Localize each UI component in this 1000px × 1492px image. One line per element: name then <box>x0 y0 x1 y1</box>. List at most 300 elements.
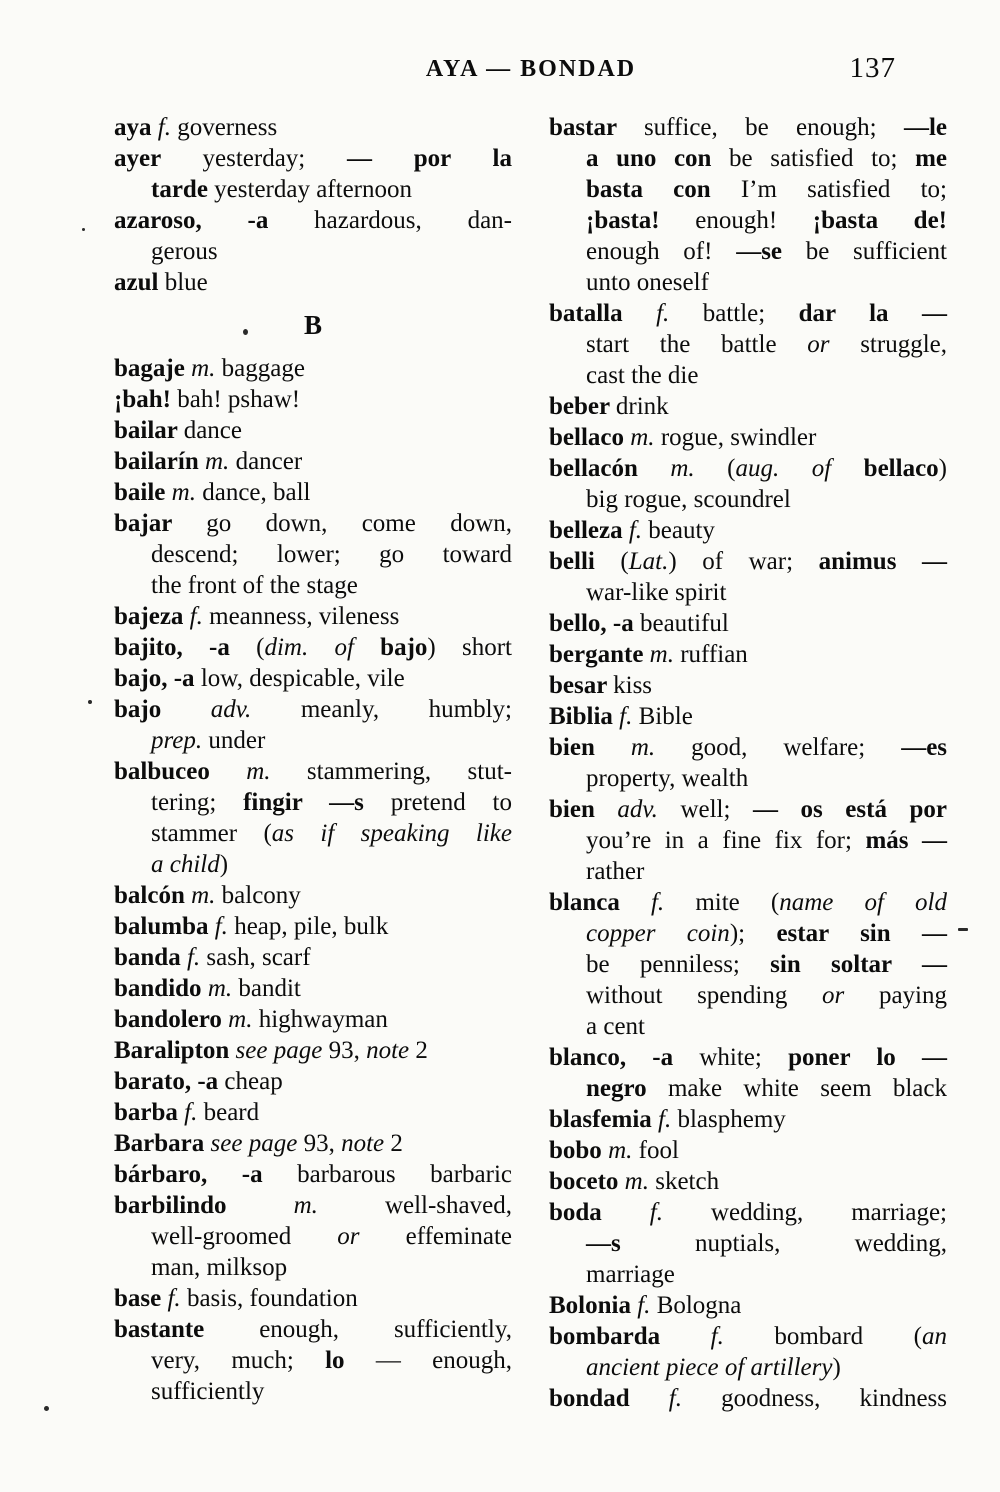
dictionary-entry <box>549 887 947 1042</box>
dictionary-entry <box>114 601 512 632</box>
text-segment: Baralipton <box>114 1037 236 1064</box>
entry-line <box>114 415 512 446</box>
text-segment: kiss <box>613 672 653 699</box>
entry-line <box>114 236 512 267</box>
entry-line <box>549 1321 947 1352</box>
text-segment: m. <box>207 975 239 1002</box>
text-segment: see page <box>235 1037 329 1064</box>
text-segment: be satisfied to; <box>729 145 916 172</box>
entry-line <box>114 1097 512 1128</box>
text-segment: ¡basta! <box>586 207 696 234</box>
text-segment: sufficiently <box>151 1378 265 1405</box>
text-segment: negro <box>586 1075 668 1102</box>
entry-line <box>549 763 947 794</box>
text-segment: be penniless; <box>586 951 771 978</box>
dictionary-entry <box>114 694 512 756</box>
entry-line <box>114 353 512 384</box>
dictionary-entry <box>549 1166 947 1197</box>
entry-line <box>549 949 947 980</box>
dictionary-entry <box>114 911 512 942</box>
text-segment: m. <box>608 1137 639 1164</box>
entry-line <box>114 446 512 477</box>
dictionary-entry <box>114 205 512 267</box>
text-segment: ) <box>832 1354 841 1381</box>
text-segment: beautiful <box>639 610 729 637</box>
entry-line <box>549 1259 947 1290</box>
entry-line <box>114 1283 512 1314</box>
entry-line <box>114 694 512 725</box>
text-segment: —es <box>901 734 948 761</box>
text-segment: boceto <box>549 1168 625 1195</box>
right-column <box>549 112 947 1414</box>
entry-line <box>114 267 512 298</box>
text-segment: note <box>341 1130 391 1157</box>
text-segment: stammering, stut- <box>306 758 512 785</box>
text-segment: f. <box>214 913 235 940</box>
dictionary-entry <box>114 477 512 508</box>
entry-line <box>114 632 512 663</box>
text-segment: animus — <box>818 548 947 575</box>
text-segment: nuptials, wedding, <box>694 1230 947 1257</box>
dictionary-entry <box>114 880 512 911</box>
text-segment: cheap <box>224 1068 283 1095</box>
text-segment: meanness, vileness <box>209 603 400 630</box>
entry-line <box>549 484 947 515</box>
text-segment: bien <box>549 796 618 823</box>
entry-line <box>549 546 947 577</box>
entry-line <box>114 508 512 539</box>
entry-line <box>114 601 512 632</box>
entry-line <box>549 1197 947 1228</box>
entry-line <box>549 732 947 763</box>
text-segment: ); <box>729 920 777 947</box>
dictionary-entry <box>549 1042 947 1104</box>
dictionary-entry <box>114 267 512 298</box>
dictionary-entry <box>114 1035 512 1066</box>
text-segment: as if speaking like <box>271 820 512 847</box>
text-segment: name of old <box>779 889 947 916</box>
text-segment: balcón <box>114 882 192 909</box>
text-segment: f. <box>649 1199 711 1226</box>
dictionary-entry <box>549 1135 947 1166</box>
scan-speck <box>243 329 248 335</box>
dictionary-entry <box>549 1197 947 1290</box>
text-segment: fingir —s <box>243 789 391 816</box>
text-segment: f. <box>628 517 649 544</box>
text-segment: azaroso, -a <box>114 207 315 234</box>
dictionary-entry <box>549 794 947 887</box>
text-segment: rogue, swindler <box>660 424 817 451</box>
text-segment: ) <box>938 455 947 482</box>
text-segment: beauty <box>648 517 715 544</box>
text-segment: bajo, -a <box>114 665 201 692</box>
text-segment: dancer <box>235 448 303 475</box>
entry-line <box>549 205 947 236</box>
text-segment: m. <box>630 734 692 761</box>
text-segment: f. <box>157 114 178 141</box>
text-segment: bellacón <box>549 455 671 482</box>
running-head: AYA — BONDAD <box>425 56 637 82</box>
text-segment: unto oneself <box>586 269 709 296</box>
text-segment: well-groomed <box>151 1223 338 1250</box>
dictionary-entry <box>549 732 947 794</box>
entry-line <box>114 1004 512 1035</box>
entry-line <box>549 918 947 949</box>
section-heading: B <box>303 310 322 340</box>
text-segment: f. <box>189 603 210 630</box>
text-segment: blanca <box>549 889 651 916</box>
entry-line <box>549 1290 947 1321</box>
text-segment: gerous <box>151 238 218 265</box>
entry-line <box>114 112 512 143</box>
text-segment: balcony <box>221 882 301 909</box>
text-segment: m. <box>670 455 728 482</box>
text-segment: bellaco <box>549 424 631 451</box>
text-segment: blasfemia <box>549 1106 659 1133</box>
text-segment: bajito, -a <box>114 634 257 661</box>
dictionary-entry <box>114 632 512 663</box>
entry-line <box>549 1228 947 1259</box>
text-segment: —se <box>736 238 806 265</box>
text-segment: mite ( <box>695 889 780 916</box>
dictionary-entry <box>114 1097 512 1128</box>
text-segment: pretend to <box>390 789 512 816</box>
text-segment: — os está por <box>752 796 947 823</box>
text-segment: struggle, <box>860 331 947 358</box>
text-segment: see page <box>210 1130 304 1157</box>
dictionary-entry <box>114 112 512 143</box>
text-segment: heap, pile, bulk <box>234 913 389 940</box>
dictionary-entry <box>114 353 512 384</box>
text-segment: white; <box>699 1044 789 1071</box>
dictionary-entry <box>114 942 512 973</box>
dictionary-entry <box>549 515 947 546</box>
text-segment: f. <box>186 944 207 971</box>
text-segment: cast the die <box>586 362 699 389</box>
entry-line <box>549 267 947 298</box>
entry-line <box>549 980 947 1011</box>
text-segment: ) short <box>427 634 512 661</box>
text-segment: sin soltar — <box>770 951 947 978</box>
text-segment: lo <box>325 1347 376 1374</box>
text-segment: paying <box>878 982 947 1009</box>
entry-line <box>114 725 512 756</box>
text-segment: —s <box>586 1230 695 1257</box>
dictionary-entry <box>549 453 947 515</box>
text-segment: you’re in a fine fix for; <box>586 827 866 854</box>
dictionary-entry <box>549 112 947 298</box>
entry-line <box>549 825 947 856</box>
entry-line <box>549 794 947 825</box>
text-segment: barba <box>114 1099 185 1126</box>
dictionary-entry <box>549 1383 947 1414</box>
text-segment: —le <box>903 114 947 141</box>
text-segment: bajo <box>380 634 428 661</box>
text-segment: bandit <box>238 975 301 1002</box>
text-segment: m. <box>191 355 222 382</box>
text-segment: ayer <box>114 145 203 172</box>
entry-line <box>114 1128 512 1159</box>
text-segment: make white seem black <box>667 1075 947 1102</box>
dictionary-entry <box>114 973 512 1004</box>
text-segment: bah! pshaw! <box>177 386 301 413</box>
entry-line <box>549 1383 947 1414</box>
text-segment: very, much; <box>151 1347 326 1374</box>
text-segment: effeminate <box>405 1223 513 1250</box>
text-segment: 93, <box>303 1130 342 1157</box>
text-segment: governess <box>177 114 278 141</box>
entry-line <box>549 329 947 360</box>
text-segment: descend; lower; go toward <box>151 541 512 568</box>
text-segment: 2 <box>415 1037 428 1064</box>
text-segment: — por la <box>347 145 513 172</box>
text-segment: m. <box>246 758 307 785</box>
text-segment: yesterday; <box>202 145 347 172</box>
text-segment: aug. of <box>735 455 864 482</box>
text-segment: ( <box>620 548 629 575</box>
text-segment: batalla <box>549 300 657 327</box>
text-segment: stammer ( <box>151 820 272 847</box>
text-segment: well; <box>680 796 753 823</box>
text-segment: well-shaved, <box>384 1192 512 1219</box>
text-segment: balumba <box>114 913 215 940</box>
entry-line <box>549 236 947 267</box>
text-segment: bandido <box>114 975 208 1002</box>
text-segment: me <box>915 145 947 172</box>
dictionary-entry <box>549 639 947 670</box>
scan-speck <box>88 700 92 704</box>
dictionary-entry <box>114 1314 512 1407</box>
entry-line <box>549 453 947 484</box>
text-segment: the front of the stage <box>151 572 358 599</box>
entry-line <box>114 205 512 236</box>
entry-line <box>549 515 947 546</box>
text-segment: ruffian <box>680 641 748 668</box>
text-segment: basta con <box>586 176 741 203</box>
text-segment: good, welfare; <box>691 734 902 761</box>
text-segment: ( <box>727 455 736 482</box>
text-segment: aya <box>114 114 158 141</box>
text-segment: barbilindo <box>114 1192 294 1219</box>
entry-line <box>549 887 947 918</box>
text-segment: f. <box>710 1323 775 1350</box>
text-segment: bastante <box>114 1316 260 1343</box>
text-segment: f. <box>619 703 639 730</box>
entry-line <box>114 1252 512 1283</box>
text-segment: sketch <box>655 1168 720 1195</box>
text-segment: belli <box>549 548 621 575</box>
entry-line <box>549 639 947 670</box>
text-segment: copper coin <box>586 920 730 947</box>
text-segment: bello, -a <box>549 610 640 637</box>
text-segment: dance, ball <box>202 479 311 506</box>
entry-line <box>549 1073 947 1104</box>
text-segment: prep. <box>151 727 209 754</box>
text-segment: dance <box>183 417 242 444</box>
entry-line <box>549 422 947 453</box>
entry-line <box>114 477 512 508</box>
text-segment: f. <box>650 889 696 916</box>
text-segment: bondad <box>549 1385 669 1412</box>
text-segment: bastar <box>549 114 644 141</box>
text-segment: bailar <box>114 417 184 444</box>
text-segment: balbuceo <box>114 758 247 785</box>
text-segment: man, milksop <box>151 1254 288 1281</box>
entry-line <box>114 818 512 849</box>
entry-line <box>549 856 947 887</box>
text-segment: 2 <box>390 1130 403 1157</box>
text-segment: Biblia <box>549 703 620 730</box>
text-segment: azul <box>114 269 165 296</box>
dictionary-entry <box>114 1190 512 1283</box>
entry-line <box>114 384 512 415</box>
entry-line <box>114 1345 512 1376</box>
text-segment: a cent <box>586 1013 645 1040</box>
dictionary-entry <box>114 1283 512 1314</box>
text-segment: a uno con <box>586 145 730 172</box>
entry-line <box>114 663 512 694</box>
entry-line <box>114 849 512 880</box>
dictionary-entry <box>114 1066 512 1097</box>
page-number: 137 <box>849 52 896 84</box>
text-segment: tarde <box>151 176 215 203</box>
text-segment: goodness, kindness <box>721 1385 948 1412</box>
entry-line <box>549 1135 947 1166</box>
text-segment: f. <box>167 1285 187 1312</box>
text-segment: barbarous barbaric <box>297 1161 512 1188</box>
entry-line <box>549 112 947 143</box>
entry-line <box>549 1042 947 1073</box>
text-segment: bergante <box>549 641 650 668</box>
text-segment: suffice, be enough; <box>643 114 904 141</box>
entry-line <box>549 670 947 701</box>
dictionary-entry <box>114 415 512 446</box>
text-segment: battle; <box>702 300 799 327</box>
text-segment: go down, come down, <box>206 510 512 537</box>
text-segment: bajo <box>114 696 211 723</box>
entry-line <box>114 1066 512 1097</box>
dictionary-entry <box>114 384 512 415</box>
text-segment: ) of war; <box>668 548 819 575</box>
text-segment: bajar <box>114 510 207 537</box>
text-segment: blanco, -a <box>549 1044 700 1071</box>
text-segment: m. <box>649 641 681 668</box>
text-segment: rather <box>586 858 645 885</box>
text-segment: dar la — <box>798 300 947 327</box>
text-segment: bandolero <box>114 1006 229 1033</box>
dictionary-entry <box>114 446 512 477</box>
dictionary-entry <box>549 1104 947 1135</box>
text-segment: bellaco <box>863 455 939 482</box>
entry-line <box>114 1035 512 1066</box>
text-segment: property, wealth <box>586 765 749 792</box>
text-segment: without spending <box>586 982 823 1009</box>
text-segment: or <box>337 1223 406 1250</box>
entry-line <box>114 570 512 601</box>
text-segment: 93, <box>328 1037 367 1064</box>
entry-line <box>549 1352 947 1383</box>
text-segment: besar <box>549 672 614 699</box>
entry-line <box>549 1011 947 1042</box>
dictionary-entry <box>114 143 512 205</box>
dictionary-entry <box>549 298 947 391</box>
text-segment: bien <box>549 734 631 761</box>
entry-line <box>114 1190 512 1221</box>
entry-line <box>549 701 947 732</box>
text-segment: m. <box>630 424 661 451</box>
text-segment: m. <box>624 1168 656 1195</box>
text-segment: marriage <box>586 1261 675 1288</box>
text-segment: f. <box>656 300 703 327</box>
text-segment: f. <box>184 1099 204 1126</box>
text-segment: — enough, <box>375 1347 512 1374</box>
text-segment: enough, sufficiently, <box>259 1316 512 1343</box>
text-segment: belleza <box>549 517 629 544</box>
text-segment: basis, foundation <box>186 1285 358 1312</box>
entry-line <box>114 143 512 174</box>
text-segment: m. <box>171 479 203 506</box>
entry-line <box>549 1104 947 1135</box>
dictionary-entry <box>114 756 512 880</box>
text-segment: f. <box>668 1385 722 1412</box>
text-segment: tering; <box>151 789 244 816</box>
text-segment: bobo <box>549 1137 609 1164</box>
dictionary-entry <box>549 670 947 701</box>
scan-speck <box>958 928 968 931</box>
text-segment: ¡basta de! <box>812 207 948 234</box>
text-segment: m. <box>293 1192 385 1219</box>
text-segment: Bolonia <box>549 1292 638 1319</box>
entry-line <box>114 1221 512 1252</box>
text-segment: note <box>366 1037 416 1064</box>
text-segment: blasphemy <box>677 1106 786 1133</box>
text-segment: fool <box>638 1137 679 1164</box>
text-segment: ¡bah! <box>114 386 178 413</box>
entry-line <box>114 756 512 787</box>
text-segment: or <box>807 331 861 358</box>
text-segment: be sufficient <box>805 238 948 265</box>
text-segment: más — <box>865 827 947 854</box>
text-segment: bombarda <box>549 1323 711 1350</box>
dictionary-entry <box>114 1004 512 1035</box>
dictionary-entry <box>114 1128 512 1159</box>
entry-line <box>549 577 947 608</box>
dictionary-entry <box>549 701 947 732</box>
dictionary-entry <box>549 1321 947 1383</box>
text-segment: poner lo — <box>788 1044 947 1071</box>
dictionary-entry <box>114 508 512 601</box>
text-segment: ( <box>256 634 265 661</box>
entry-line <box>114 880 512 911</box>
entry-line <box>114 973 512 1004</box>
text-segment: an <box>922 1323 947 1350</box>
text-segment: or <box>822 982 879 1009</box>
left-column <box>114 112 512 1407</box>
text-segment: yesterday afternoon <box>214 176 412 203</box>
text-segment: bárbaro, -a <box>114 1161 298 1188</box>
scan-speck <box>82 228 85 231</box>
text-segment: ancient piece of artillery <box>586 1354 833 1381</box>
text-segment: start the battle <box>586 331 808 358</box>
text-segment: baggage <box>221 355 305 382</box>
text-segment: blue <box>164 269 208 296</box>
text-segment: bajeza <box>114 603 190 630</box>
entry-line <box>549 174 947 205</box>
text-segment: Barbara <box>114 1130 211 1157</box>
text-segment: highwayman <box>258 1006 388 1033</box>
text-segment: I’m satisfied to; <box>740 176 947 203</box>
text-segment: sash, scarf <box>206 944 311 971</box>
